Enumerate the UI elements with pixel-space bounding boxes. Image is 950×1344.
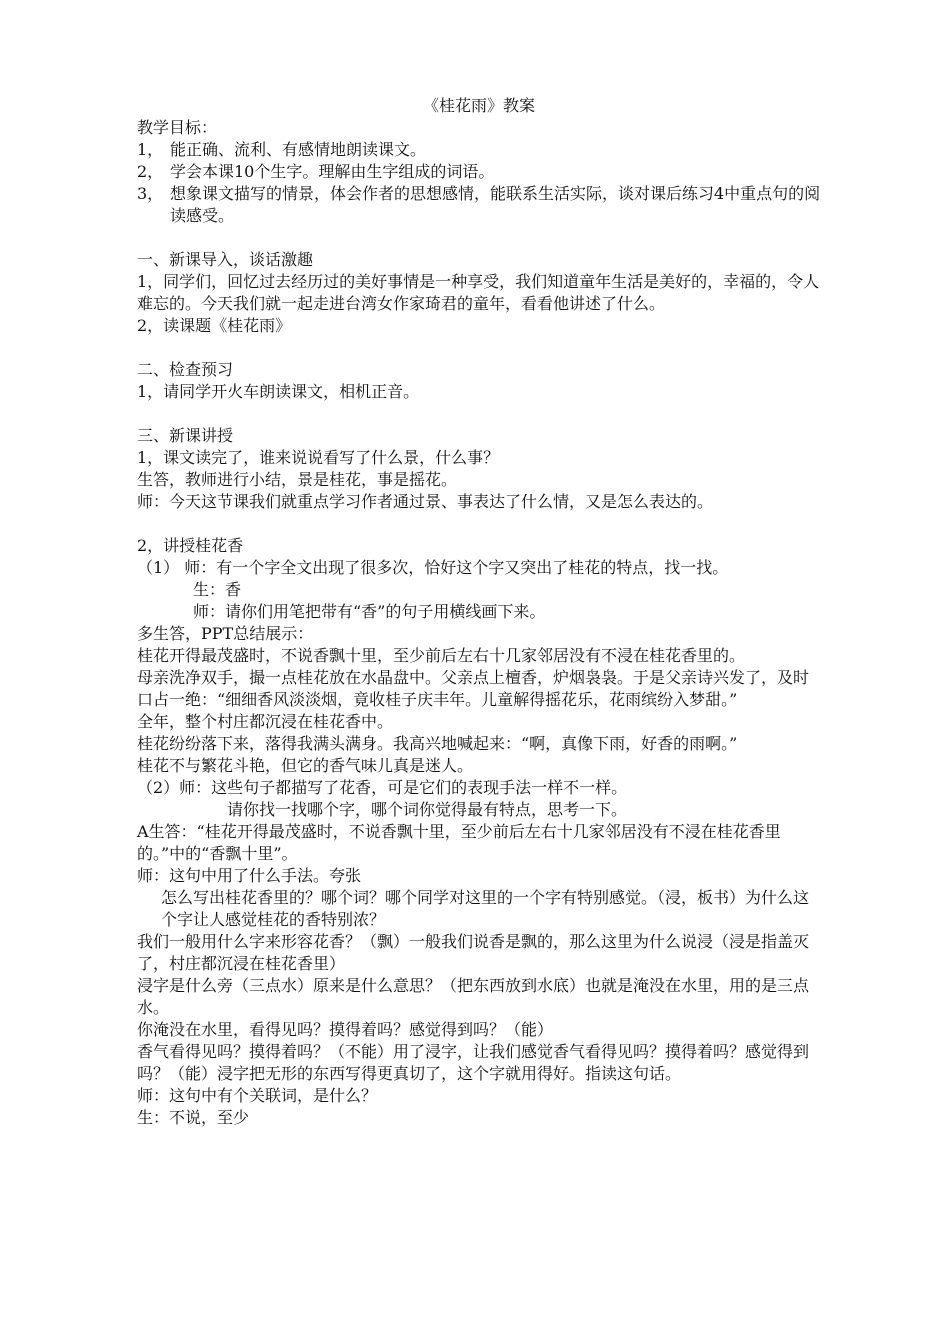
paragraph: 1，请同学开火车朗读课文，相机正音。	[137, 382, 420, 401]
quote-sentence: 桂花开得最茂盛时，不说香飘十里，至少前后左右十几家邻居没有不浸在桂花香里的。	[137, 646, 746, 665]
paragraph: 师：今天这节课我们就重点学习作者通过景、事表达了什么情，又是怎么表达的。	[137, 492, 714, 511]
section-heading: 一、新课导入，谈话激趣	[137, 250, 314, 269]
goal-number: 3，	[137, 184, 164, 203]
document-title: 《桂花雨》教案	[422, 96, 535, 115]
answer-a: A生答：“桂花开得最茂盛时，不说香飘十里，至少前后左右十几家邻居没有不浸在桂花香里的。”中的“香飘十里”。	[137, 822, 781, 863]
document-page	[137, 95, 821, 1129]
goal-text: 能正确、流利、有感情地朗读课文。	[170, 140, 427, 159]
paragraph: 1，课文读完了，谁来说说看写了什么景，什么事？	[137, 448, 500, 467]
goal-text: 想象课文描写的情景，体会作者的思想感情，能联系生活实际，谈对课后练习4中重点句的阅读感受。	[170, 184, 821, 225]
question-1: （1） 师：有一个字全文出现了很多次，恰好这个字又突出了桂花的特点，找一找。	[137, 558, 729, 577]
goal-number: 2，	[137, 162, 164, 181]
student-answer: 生：不说，至少	[137, 1108, 250, 1127]
goal-number: 1，	[137, 140, 164, 159]
goal-item	[137, 183, 821, 227]
student-answer: 生：香	[193, 580, 242, 599]
section-heading: 2，讲授桂花香	[137, 536, 244, 555]
paragraph: 多生答，PPT总结展示：	[137, 624, 314, 643]
paragraph: 香气看得见吗？摸得着吗？（不能）用了浸字，让我们感觉香气看得见吗？摸得着吗？感觉得到吗？（能）浸字把无形的东西写得更真切了，这个字就用得好。指读这句话。	[137, 1042, 810, 1083]
teacher-line: 怎么写出桂花香里的？哪个词？哪个同学对这里的一个字有特别感觉。（浸，板书）为什么这个字让人感觉桂花的香特别浓？	[161, 888, 810, 929]
teacher-line: 师：请你们用笔把带有“香”的句子用横线画下来。	[193, 602, 546, 621]
teacher-line: 师：这句中有个关联词，是什么？	[137, 1086, 378, 1105]
quote-sentence: 全年，整个村庄都沉浸在桂花香中。	[137, 712, 394, 731]
section-heading: 三、新课讲授	[137, 426, 234, 445]
paragraph: 生答，教师进行小结，景是桂花，事是摇花。	[137, 470, 458, 489]
quote-sentence: 桂花纷纷落下来，落得我满头满身。我高兴地喊起来：“啊，真像下雨，好香的雨啊。”	[137, 734, 738, 753]
goal-text: 学会本课10个生字。理解由生字组成的词语。	[170, 162, 495, 181]
paragraph: 1，同学们，回忆过去经历过的美好事情是一种享受，我们知道童年生活是美好的，幸福的，令人难忘的。今天我们就一起走进台湾女作家琦君的童年，看看他讲述了什么。	[137, 272, 820, 313]
goal-item	[137, 161, 821, 183]
question-2-sub: 请你找一找哪个字，哪个词你觉得最有特点，思考一下。	[227, 800, 628, 819]
goals-heading: 教学目标：	[137, 118, 218, 137]
quote-sentence: 桂花不与繁花斗艳，但它的香气味儿真是迷人。	[137, 756, 474, 775]
teacher-line: 师：这句中用了什么手法。夸张	[137, 866, 362, 885]
goal-item	[137, 139, 821, 161]
paragraph: 2，读课题《桂花雨》	[137, 316, 292, 335]
paragraph: 我们一般用什么字来形容花香？（飘）一般我们说香是飘的，那么这里为什么说浸（浸是指盖灭了，村庄都沉浸在桂花香里）	[137, 932, 810, 973]
quote-sentence: 母亲洗净双手，撮一点桂花放在水晶盘中。父亲点上檀香，炉烟袅袅。于是父亲诗兴发了，及时口占一绝：“细细香风淡淡烟，竟收桂子庆丰年。儿童解得摇花乐，花雨缤纷入梦甜。”	[137, 668, 810, 709]
section-heading: 二、检查预习	[137, 360, 234, 379]
paragraph: 你淹没在水里，看得见吗？摸得着吗？感觉得到吗？（能）	[137, 1020, 554, 1039]
question-2: （2）师：这些句子都描写了花香，可是它们的表现手法一样不一样。	[137, 778, 628, 797]
paragraph: 浸字是什么旁（三点水）原来是什么意思？（把东西放到水底）也就是淹没在水里，用的是三点水。	[137, 976, 810, 1017]
